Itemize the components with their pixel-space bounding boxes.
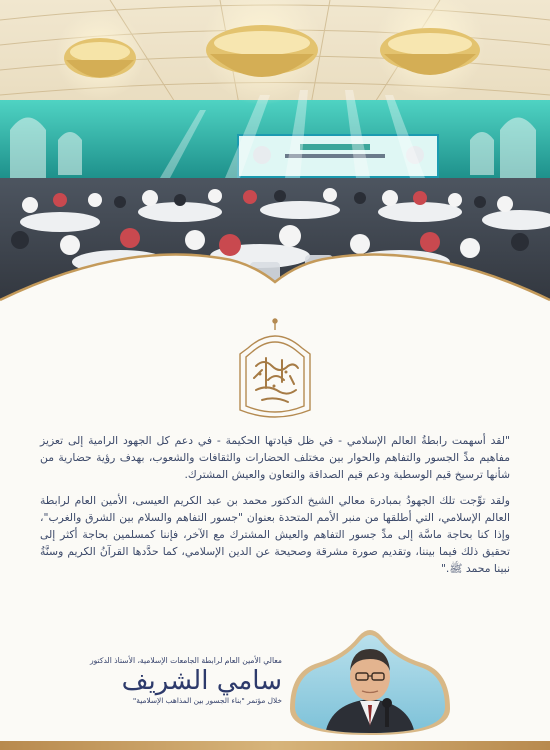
signature-name: سامي الشريف xyxy=(121,666,282,696)
quote-block xyxy=(40,432,510,586)
speaker-portrait xyxy=(290,625,450,735)
emblem xyxy=(228,318,322,426)
speaker-portrait-illustration xyxy=(290,625,450,735)
signature-block xyxy=(82,655,282,706)
quote-paragraph-2: ولقد توِّجت تلك الجهودُ بمبادرة معالي الشيخ الدكتور محمد بن عبد الكريم العيسى، الأمين العام لرابطة العالم الإسلامي، التي أطلقها من منبر الأمم المتحدة بعنوان "جسور التفاهم والسلام بين الشرق والغرب"، وإذا كنا بحاجة ماسَّة إلى مدِّ جسور التفاهم والعيش المشترك مع الآخر، فإننا كمسلمين بحاجة أكثر إلى تحقيق ذلك فيما بيننا، وتقديم صورة مشرقة وصحيحة عن الدين الإسلامي، كما حدَّدها القرآنُ الكريم وسنَّةُ نبينا محمد ﷺ." xyxy=(40,493,510,576)
quote-paragraph-1: "لقد أسهمت رابطةُ العالم الإسلامي - في ظل قيادتها الحكيمة - في دعم كل الجهود الرامية إلى تعزيز مفاهيم مدِّ الجسور والتفاهم والحوار بين مختلف الحضارات والثقافات والشعوب، بهدف رؤية حضارية من شأنها ترسيخ قيم الوسطية ودعم قيم الصداقة والتعاون والعيش المشترك. xyxy=(40,434,510,482)
signature-note: خلال مؤتمر "بناء الجسور بين المذاهب الإسلامية" xyxy=(132,696,282,705)
muslim-world-league-calligraphy-emblem-icon xyxy=(228,318,322,426)
bottom-gold-bar xyxy=(0,741,550,750)
signature-title: معالي الأمين العام لرابطة الجامعات الإسلامية، الأستاذ الدكتور xyxy=(89,656,282,665)
hall-photo-illustration xyxy=(0,0,550,330)
conference-hall-photo xyxy=(0,0,550,330)
